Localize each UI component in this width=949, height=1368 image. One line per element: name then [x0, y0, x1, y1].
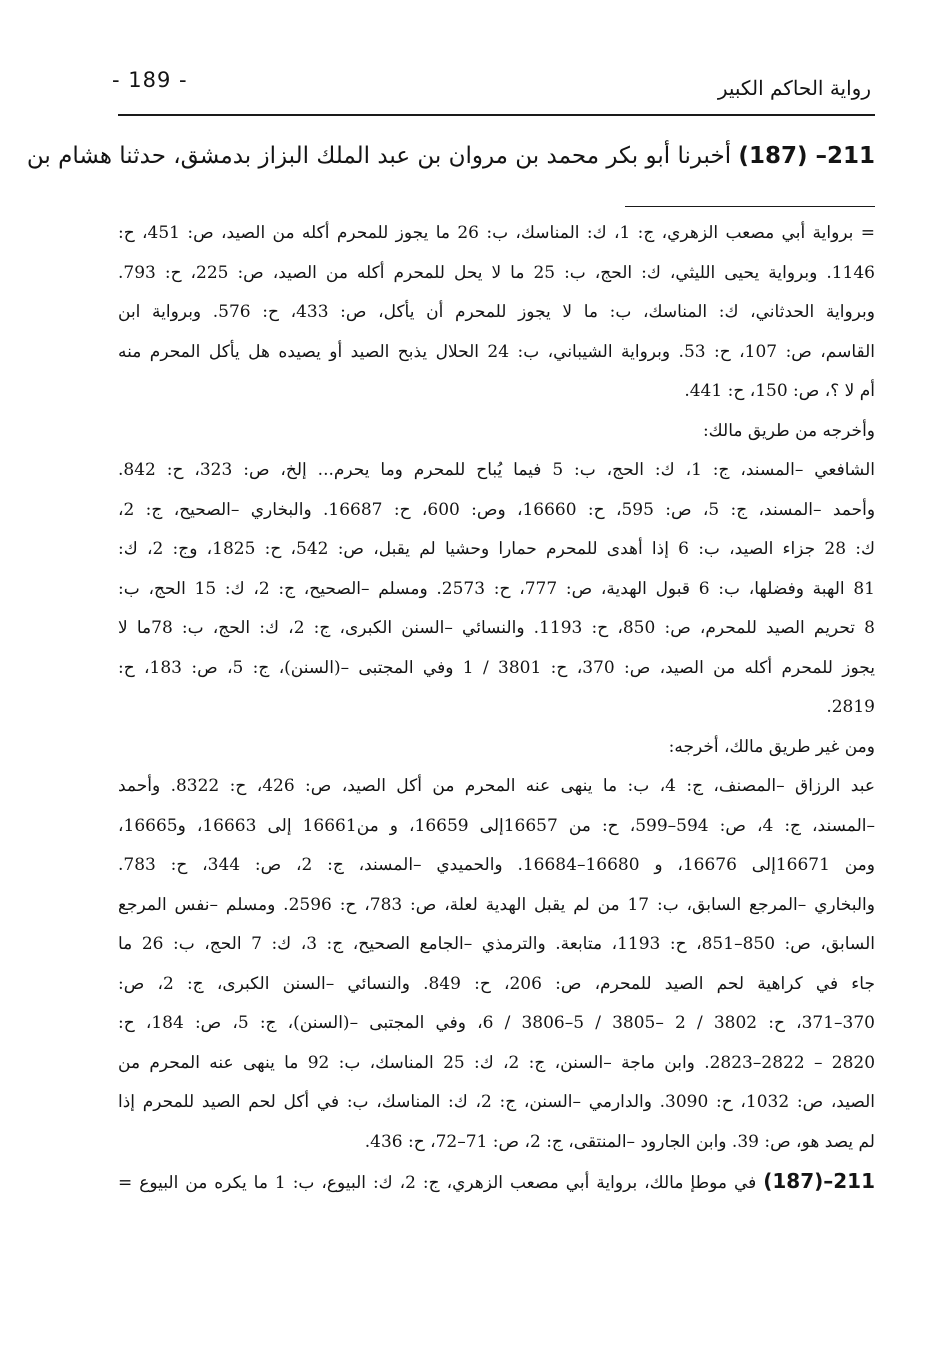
- footnote-line: = برواية أبي مصعب الزهري، ج: 1، ك: المناسك، ب: 26 ما يجوز للمحرم أكله من الصيد، ص: 451، ح:: [118, 223, 875, 243]
- footnote-line: 1146. وبرواية يحيى الليثي، ك: الحج، ب: 25 ما لا يحل للمحرم أكله من الصيد، ص: 225، ح: 793.: [118, 262, 875, 283]
- footnote-line: يجوز للمحرم أكله من الصيد، ص: 370، ح: 3801 / 1 وفي المجتبى –(السنن)، ج: 5، ص: 183، ح:: [118, 657, 876, 678]
- footnote-line: القاسم، ص: 107، ح: 53. وبرواية الشيباني، ب: 24 الحلال يذبح الصيد أو يصيده هل يأكل المحرم منه: [118, 341, 876, 362]
- footnote-line: والبخاري –المرجع السابق، ب: 17 من لم يقبل الهدية لعلة، ص: 783، ح: 2596. ومسلم –نفس المرجع: [118, 894, 875, 915]
- footnote-line: 2819.: [826, 697, 875, 717]
- footnote-line: ك: 28 جزاء الصيد، ب: 6 إذا أهدى للمحرم حمارا وحشيا لم يقبل، ص: 542، ح: 1825، وج: 2، ك:: [118, 539, 875, 559]
- page-number: - 189 -: [112, 68, 188, 92]
- footnote-line: ومن 16671إلى 16676، و 16680–16684. والحميدي –المسند، ج: 2، ص: 344، ح: 783.: [118, 855, 875, 875]
- footnote-line: 81 الهبة وفضلها، ب: 6 قبول الهدية، ص: 777، ح: 2573. ومسلم –الصحيح، ج: 2، ك: 15 الحج، ب:: [118, 578, 875, 599]
- footnote-line-final: [118, 1162, 875, 1202]
- footnote-line: عبد الرزاق –المصنف، ج: 4، ب: ما ينهى عنه المحرم من أكل الصيد، ص: 426، ح: 8322. وأحمد: [118, 776, 875, 796]
- footnote-line: جاء في كراهية لحم الصيد للمحرم، ص: 206، ح: 849. والنسائي –السنن الكبرى، ج: 2، ص:: [118, 973, 875, 994]
- footnote-line: 2820 – 2822–2823. وابن ماجة –السنن، ج: 2، ك: 25 المناسك، ب: 92 ما ينهى عنه المحرم من: [118, 1052, 876, 1073]
- running-title: رواية الحاكم الكبير: [717, 76, 871, 100]
- main-text: أخبرنا أبو بكر محمد بن مروان بن عبد الملك البزاز بدمشق، حدثنا هشام بن: [26, 143, 732, 169]
- footnote-line: وبرواية الحدثاني، ك: المناسك، ب: ما لا يجوز للمحرم أن يأكل، ص: 433، ح: 576. وبرواية ابن: [118, 302, 875, 322]
- footnote-line: –المسند، ج: 4، ص: 594–599، ح: من 16657إلى 16659، و من16661 إلى 16663، و16665،: [118, 815, 875, 836]
- footnote-line: ومن غير طريق مالك، أخرجه:: [668, 736, 875, 757]
- footnote-line: 8 تحريم الصيد للمحرم، ص: 850، ح: 1193. والنسائي –السنن الكبرى، ج: 2، ك: الحج، ب: 78ما لا: [118, 618, 875, 638]
- footnote-line: وأحمد –المسند، ج: 5، ص: 595، ح: 16660، وص: 600، ح: 16687. والبخاري –الصحيح، ج: 2،: [118, 499, 876, 520]
- header-rule: [118, 114, 875, 116]
- footnote-separator: [625, 206, 875, 207]
- footnote-ref-number: 211–(187): [763, 1169, 875, 1193]
- footnote-final-text: في موطإ مالك، برواية أبي مصعب الزهري، ج: 2، ك: البيوع، ب: 1 ما يكره من البيوع =: [118, 1173, 757, 1193]
- footnote-line: 370–371، ح: 3802 / 2 –3805 / 5–3806 / 6، وفي المجتبى –(السنن)، ج: 5، ص: 184، ح:: [118, 1013, 875, 1033]
- footnote-line: لم يصد هو، ص: 39. وابن الجارود –المنتقى، ج: 2، ص: 71–72، ح: 436.: [364, 1131, 875, 1152]
- footnote-line: الصيد، ص: 1032، ح: 3090. والدارمي –السنن، ج: 2، ك: المناسك، ب: في أكل لحم الصيد للمحرم إذا: [118, 1092, 876, 1112]
- footnotes: [118, 214, 875, 1202]
- hadith-number: 211– (187): [738, 143, 875, 169]
- main-text-line: [26, 136, 875, 176]
- footnote-line: السابق، ص: 850–851، ح: 1193، متابعة. والترمذي –الجامع الصحيح، ج: 3، ك: 7 الحج، ب: 26 ما: [118, 934, 875, 954]
- footnote-line: أم لا ؟، ص: 150، ح: 441.: [684, 381, 875, 401]
- footnote-line: وأخرجه من طريق مالك:: [702, 420, 875, 441]
- footnote-line: الشافعي –المسند، ج: 1، ك: الحج، ب: 5 فيما يُباح للمحرم وما يحرم... إلخ، ص: 323، ح: 842.: [118, 460, 875, 480]
